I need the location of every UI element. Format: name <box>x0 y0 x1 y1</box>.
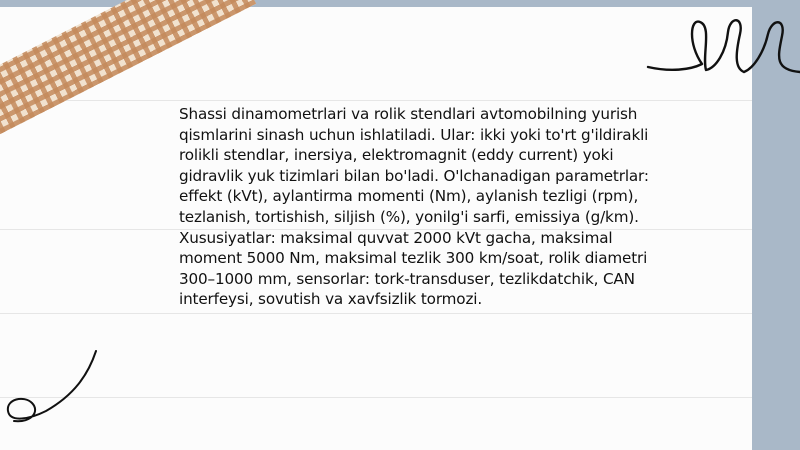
paper-rule-line <box>0 313 752 314</box>
paper-rule-line <box>0 100 752 101</box>
paper-rule-line <box>0 397 752 398</box>
scribble-swirl-icon <box>0 345 110 425</box>
body-text: Shassi dinamometrlari va rolik stendlari avtomobilning yurish qismlarini sinash uchun ishlatiladi. Ular: ikki yoki to'rt g'ildirakli rolikli stendlar, inersiya, elektromagnit (eddy current) yoki gidravlik yuk tizimlari bilan bo'ladi. O'lchanadigan parametrlar: effekt (kVt), aylantirma momenti (Nm), aylanish tezligi (rpm), tezlanish, tortishish, siljish (%), yonilg'i sarfi, emissiya (g/km). Xususiyatlar: maksimal quvvat 2000 kVt gacha, maksimal moment 5000 Nm, maksimal tezlik 300 km/soat, rolik diametri 300–1000 mm, sensorlar: tork-transduser, tezlikdatchik, CAN interfeysi, sovutish va xavfsizlik tormozi. <box>179 105 649 309</box>
scribble-loops-icon <box>640 12 800 82</box>
